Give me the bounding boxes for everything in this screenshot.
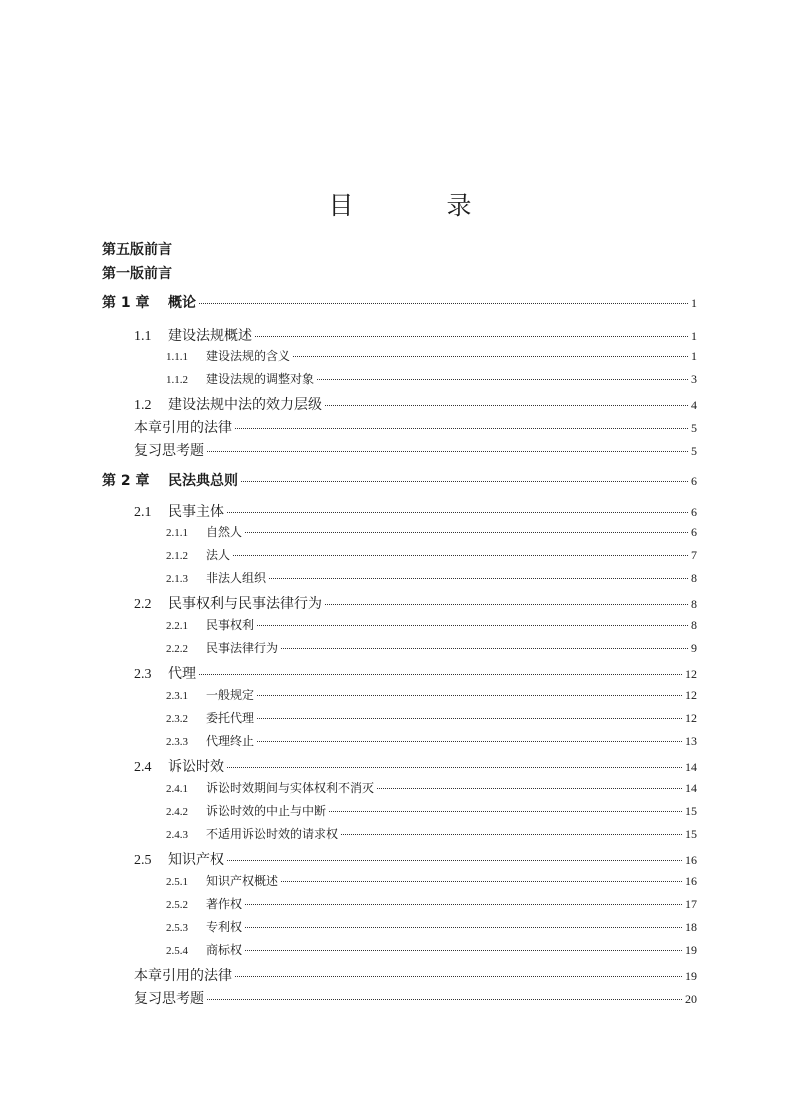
leader-dots [255, 336, 688, 337]
toc-entry-page: 6 [691, 474, 697, 488]
toc-entry-page: 12 [685, 688, 697, 702]
toc-entry[interactable] [134, 849, 697, 869]
toc-entry-title: 建设法规的调整对象 [206, 372, 315, 386]
toc-entry-page: 6 [691, 505, 697, 519]
toc-entry[interactable] [134, 501, 697, 521]
toc-entry-title: 本章引用的法律 [134, 420, 232, 436]
toc-entry-number: 2.3 [134, 667, 152, 682]
toc-entry-title: 自然人 [206, 525, 243, 539]
toc-entry-number: 2.2.1 [166, 620, 188, 632]
toc-entry-page: 1 [691, 349, 697, 363]
toc-entry-number: 1.1.2 [166, 374, 188, 386]
toc-entry[interactable] [166, 569, 697, 586]
toc-entry-title: 复习思考题 [134, 443, 204, 459]
toc-entry-page: 13 [685, 734, 697, 748]
toc-entry[interactable] [134, 663, 697, 683]
preface-first-edition[interactable]: 第一版前言 [102, 266, 172, 282]
toc-entry-title: 代理 [168, 666, 196, 682]
toc-entry-title: 诉讼时效 [168, 759, 224, 775]
toc-entry[interactable] [102, 292, 697, 312]
toc-entry-page: 8 [691, 597, 697, 611]
toc-entry[interactable] [102, 470, 697, 490]
leader-dots [199, 303, 688, 304]
toc-entry-title: 诉讼时效期间与实体权利不消灭 [206, 781, 375, 795]
toc-entry-page: 17 [685, 897, 697, 911]
toc-entry-title: 一般规定 [206, 688, 255, 702]
leader-dots [257, 625, 688, 626]
toc-entry-title: 复习思考题 [134, 991, 204, 1007]
toc-entry-number: 2.4 [134, 760, 152, 775]
toc-entry-page: 12 [685, 711, 697, 725]
toc-entry-title: 法人 [206, 548, 231, 562]
toc-entry[interactable] [166, 895, 697, 912]
toc-entry[interactable] [166, 616, 697, 633]
leader-dots [245, 927, 682, 928]
leader-dots [207, 451, 688, 452]
toc-entry[interactable] [134, 988, 697, 1008]
leader-dots [199, 674, 682, 675]
toc-entry-title: 不适用诉讼时效的请求权 [206, 827, 339, 841]
toc-entry-page: 14 [685, 781, 697, 795]
toc-entry-number: 2.4.1 [166, 783, 188, 795]
toc-entry[interactable] [166, 686, 697, 703]
toc-entry[interactable] [134, 394, 697, 414]
toc-entry[interactable] [166, 523, 697, 540]
toc-entry-title: 建设法规中法的效力层级 [168, 397, 322, 413]
toc-entry-number: 第 1 章 [102, 295, 150, 311]
toc-entry[interactable] [166, 918, 697, 935]
toc-entry[interactable] [134, 593, 697, 613]
toc-entry-title: 知识产权概述 [206, 874, 279, 888]
toc-entry-title: 民事权利 [206, 618, 255, 632]
leader-dots [233, 555, 688, 556]
toc-entry-page: 1 [691, 296, 697, 310]
toc-entry-page: 16 [685, 874, 697, 888]
toc-entry-title: 代理终止 [206, 734, 255, 748]
toc-entry[interactable] [166, 370, 697, 387]
toc-entry-number: 1.2 [134, 398, 152, 413]
leader-dots [293, 356, 688, 357]
toc-entry[interactable] [134, 965, 697, 985]
leader-dots [235, 976, 682, 977]
toc-entry-number: 1.1 [134, 329, 152, 344]
toc-entry[interactable] [134, 325, 697, 345]
toc-entry-number: 第 2 章 [102, 473, 150, 489]
toc-entry-title: 本章引用的法律 [134, 968, 232, 984]
toc-entry-page: 12 [685, 667, 697, 681]
leader-dots [245, 904, 682, 905]
leader-dots [257, 741, 682, 742]
leader-dots [245, 532, 688, 533]
toc-entry[interactable] [166, 709, 697, 726]
toc-entry-page: 15 [685, 804, 697, 818]
toc-entry-title: 民事法律行为 [206, 641, 279, 655]
toc-entry-page: 7 [691, 548, 697, 562]
toc-entry-page: 3 [691, 372, 697, 386]
toc-entry[interactable] [166, 872, 697, 889]
toc-entry-title: 建设法规的含义 [206, 349, 291, 363]
toc-entry-page: 18 [685, 920, 697, 934]
leader-dots [325, 405, 688, 406]
toc-entry[interactable] [134, 440, 697, 460]
toc-entry[interactable] [166, 941, 697, 958]
toc-entry-title: 民事权利与民事法律行为 [168, 596, 322, 612]
leader-dots [257, 695, 682, 696]
leader-dots [325, 604, 688, 605]
leader-dots [235, 428, 688, 429]
leader-dots [257, 718, 682, 719]
toc-entry[interactable] [166, 779, 697, 796]
leader-dots [227, 860, 682, 861]
toc-entry-page: 6 [691, 525, 697, 539]
toc-entry-number: 2.5.3 [166, 922, 188, 934]
toc-entry[interactable] [166, 347, 697, 364]
leader-dots [245, 950, 682, 951]
leader-dots [227, 767, 682, 768]
toc-entry[interactable] [166, 639, 697, 656]
toc-entry-number: 2.3.1 [166, 690, 188, 702]
toc-entry-number: 2.1 [134, 505, 152, 520]
toc-entry-number: 2.4.2 [166, 806, 188, 818]
leader-dots [227, 512, 688, 513]
toc-entry-page: 14 [685, 760, 697, 774]
toc-entry-page: 20 [685, 992, 697, 1006]
leader-dots [329, 811, 682, 812]
leader-dots [341, 834, 682, 835]
toc-entry-title: 民法典总则 [168, 473, 238, 489]
toc-entry-page: 15 [685, 827, 697, 841]
leader-dots [281, 648, 688, 649]
page-title: 目 录 [328, 191, 506, 220]
leader-dots [241, 481, 688, 482]
toc-entry-number: 2.5.2 [166, 899, 188, 911]
toc-entry-title: 建设法规概述 [168, 328, 252, 344]
toc-entry-page: 16 [685, 853, 697, 867]
toc-entry[interactable] [166, 802, 697, 819]
preface-fifth-edition[interactable]: 第五版前言 [102, 242, 172, 258]
toc-entry-title: 非法人组织 [206, 571, 267, 585]
toc-entry-title: 委托代理 [206, 711, 255, 725]
toc-entry-number: 2.5.4 [166, 945, 188, 957]
toc-entry-title: 著作权 [206, 897, 243, 911]
toc-entry-number: 2.1.2 [166, 550, 188, 562]
toc-entry-number: 2.5 [134, 853, 152, 868]
toc-entry-number: 2.2.2 [166, 643, 188, 655]
toc-entry[interactable] [134, 417, 697, 437]
toc-entry-number: 1.1.1 [166, 351, 188, 363]
toc-entry-page: 8 [691, 618, 697, 632]
toc-entry-number: 2.3.3 [166, 736, 188, 748]
toc-entry-page: 19 [685, 943, 697, 957]
toc-entry-number: 2.3.2 [166, 713, 188, 725]
toc-entry-page: 5 [691, 444, 697, 458]
leader-dots [281, 881, 682, 882]
toc-entry-number: 2.4.3 [166, 829, 188, 841]
toc-entry-number: 2.1.1 [166, 527, 188, 539]
toc-entry-title: 诉讼时效的中止与中断 [206, 804, 327, 818]
toc-entry-title: 概论 [168, 295, 196, 311]
toc-entry[interactable] [166, 732, 697, 749]
toc-entry-number: 2.2 [134, 597, 152, 612]
leader-dots [269, 578, 688, 579]
toc-entry-title: 民事主体 [168, 504, 224, 520]
toc-entry[interactable] [166, 825, 697, 842]
toc-entry-page: 1 [691, 329, 697, 343]
toc-entry-title: 商标权 [206, 943, 243, 957]
toc-entry[interactable] [134, 756, 697, 776]
toc-entry-page: 9 [691, 641, 697, 655]
toc-entry-number: 2.1.3 [166, 573, 188, 585]
leader-dots [207, 999, 682, 1000]
toc-entry-page: 8 [691, 571, 697, 585]
leader-dots [317, 379, 688, 380]
toc-entry-page: 4 [691, 398, 697, 412]
toc-entry-title: 专利权 [206, 920, 243, 934]
toc-entry-number: 2.5.1 [166, 876, 188, 888]
toc-entry-page: 5 [691, 421, 697, 435]
toc-entry-page: 19 [685, 969, 697, 983]
toc-entry[interactable] [166, 546, 697, 563]
toc-entry-title: 知识产权 [168, 852, 224, 868]
leader-dots [377, 788, 682, 789]
